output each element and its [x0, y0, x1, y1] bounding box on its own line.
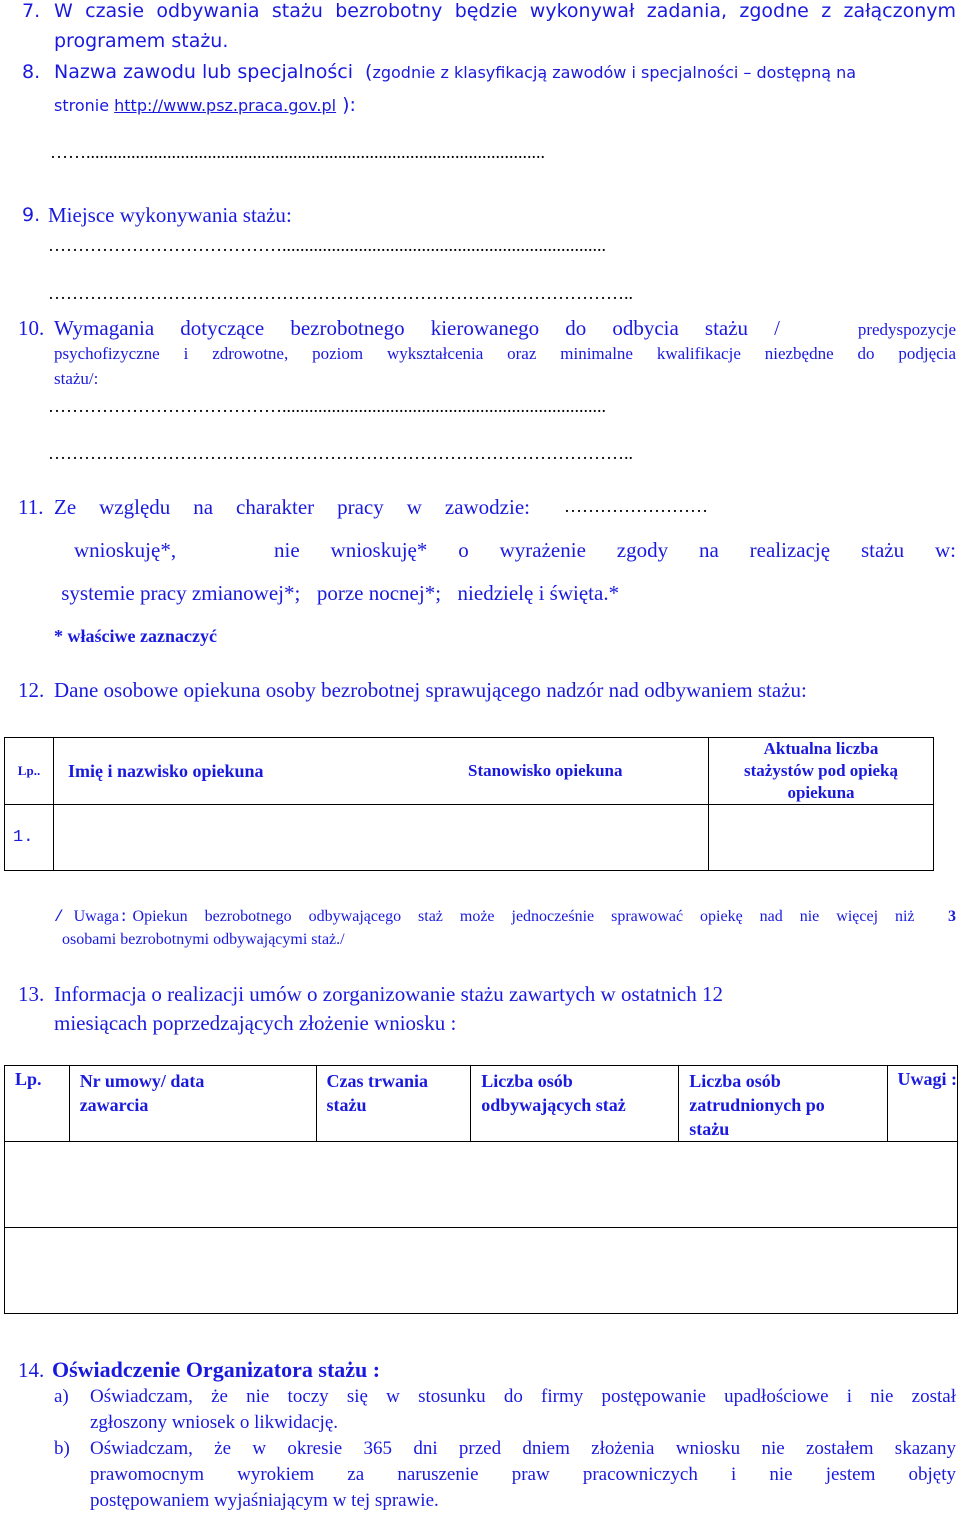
header-liczba-zatrudnionych: Liczba osób zatrudnionych po stażu: [679, 1066, 887, 1142]
item11-number: 11.: [18, 495, 44, 519]
item12-note-line2: osobami bezrobotnymi odbywającymi staż./: [62, 931, 345, 948]
item8-note: zgodnie z klasyfikacją zawodów i specjalności – dostępną na: [372, 63, 857, 82]
option-wnioskuje-label: wnioskuję*,: [74, 538, 177, 562]
option-niedziele-swieta-label: niedzielę i święta.*: [457, 581, 620, 605]
agreements-row: [5, 1142, 958, 1228]
item8-title: [54, 61, 856, 83]
item14-b-line1: Oświadczam, że w okresie 365 dni przed dniem złożenia wniosku nie zostałem skazany: [90, 1438, 956, 1459]
note-text: Opiekun bezrobotnego odbywającego staż może jednocześnie sprawować opiekę nad nie więcej niż: [132, 908, 915, 925]
caretaker-table-header: [5, 738, 934, 805]
item12-title: Dane osobowe opiekuna osoby bezrobotnej sprawującego nadzór nad odbywaniem stażu:: [54, 678, 807, 702]
caretaker-name-cell[interactable]: [54, 805, 709, 871]
item8-line2-prefix: stronie: [54, 96, 115, 115]
psz-link[interactable]: http://www.psz.praca.gov.pl: [114, 96, 337, 115]
item10-title: Wymagania dotyczące bezrobotnego kierowanego do odbycia stażu /: [54, 316, 780, 340]
header-imie-nazwisko: Imię i nazwisko opiekuna: [54, 738, 465, 805]
header-nr-umowy: Nr umowy/ data zawarcia: [69, 1066, 316, 1142]
option-nie-wnioskuje-label: nie wnioskuję* o wyrażenie zgody na realizację stażu w:: [274, 538, 956, 562]
note-number: 3: [948, 908, 956, 925]
item10-answer-dots-2[interactable]: ……………………………………………………………………………………..: [48, 443, 633, 463]
item14-a-line2: zgłoszony wniosek o likwidację.: [90, 1412, 339, 1433]
item8-title-text: Nazwa zawodu lub specjalności: [54, 61, 353, 83]
item10-answer-dots-1[interactable]: …………………………………........................................................................: [48, 396, 606, 416]
item8-paren: (: [365, 61, 373, 83]
caretaker-table: [4, 737, 934, 871]
item7-number: 7.: [22, 0, 41, 22]
item10-note2: psychofizyczne i zdrowotne, poziom wykształcenia oraz minimalne kwalifikacje niezbędne do podjęcia: [54, 344, 956, 363]
item11-dots[interactable]: ……………………: [564, 496, 708, 516]
item11-options-row1: [54, 538, 956, 563]
caretaker-count-cell[interactable]: [709, 805, 934, 871]
agreements-table-header: [5, 1066, 958, 1142]
item14-title: Oświadczenie Organizatora stażu :: [52, 1357, 381, 1382]
item9-number: 9.: [22, 204, 41, 226]
item11-title-text: Ze względu na charakter pracy w zawodzie:: [54, 495, 530, 519]
item9-colon: :: [285, 203, 292, 227]
header-liczba-stazystow: Aktualna liczba stażystów pod opieką opiekuna: [709, 738, 934, 805]
item10-note3: stażu/:: [54, 369, 99, 388]
agreements-row: [5, 1228, 958, 1314]
agreements-row-cell[interactable]: [5, 1142, 958, 1228]
note-slash: /: [54, 908, 64, 926]
item12-note: [54, 908, 956, 926]
item14-b-line3: postępowaniem wyjaśniającym w tej sprawie.: [90, 1490, 439, 1511]
note-colon: :: [118, 908, 129, 926]
item9-answer-dots-2[interactable]: ……………………………………………………………………………………..: [48, 283, 633, 303]
item7-line2: programem stażu.: [54, 30, 229, 52]
header-czas-trwania: Czas trwania stażu: [316, 1066, 471, 1142]
note-label: Uwaga: [73, 908, 119, 925]
item14-b-label: b): [54, 1438, 70, 1459]
item10-number: 10.: [18, 316, 45, 340]
item11-footnote: * właściwe zaznaczyć: [54, 626, 217, 646]
header-lp: Lp..: [5, 738, 54, 805]
caretaker-row-lp: 1.: [5, 805, 54, 871]
item8-answer-dots[interactable]: ……......................................................................................................: [50, 142, 545, 162]
item11-title: [54, 495, 544, 520]
option-pora-nocna-label: porze nocnej*;: [316, 581, 442, 605]
header-lp: Lp.: [5, 1066, 70, 1142]
header-uwagi: Uwagi :: [887, 1066, 958, 1142]
agreements-row-cell[interactable]: [5, 1228, 958, 1314]
item12-number: 12.: [18, 678, 45, 702]
item14-number: 14.: [18, 1358, 45, 1382]
header-stanowisko: Stanowisko opiekuna: [464, 738, 709, 805]
item14-a-line1: Oświadczam, że nie toczy się w stosunku do firmy postępowanie upadłościowe i nie został: [90, 1386, 956, 1407]
header-liczba-odbywajacych: Liczba osób odbywających staż: [471, 1066, 679, 1142]
item13-number: 13.: [18, 982, 45, 1006]
item14-a-label: a): [54, 1386, 69, 1407]
item14-b-line2: prawomocnym wyrokiem za naruszenie praw pracowniczych i nie jestem objęty: [90, 1464, 956, 1485]
item7-line1: W czasie odbywania stażu bezrobotny będzie wykonywał zadania, zgodne z załączonym: [54, 0, 956, 22]
caretaker-row: [5, 805, 934, 871]
item8-line2: [54, 94, 356, 116]
item9-answer-dots-1[interactable]: …………………………………........................................................................: [48, 235, 606, 255]
item9-title-text: Miejsce wykonywania stażu: [48, 203, 286, 227]
item8-line2-suffix: ):: [336, 94, 356, 116]
item9-title: [48, 203, 292, 228]
item10-title-line: [54, 316, 956, 341]
item8-number: 8.: [22, 61, 41, 83]
option-system-zmianowy-label: systemie pracy zmianowej*;: [61, 581, 301, 605]
agreements-table: [4, 1065, 958, 1314]
item11-options-row2: [54, 581, 619, 606]
item10-note1: predyspozycje: [857, 320, 956, 339]
item13-line1: Informacja o realizacji umów o zorganizowanie stażu zawartych w ostatnich 12: [54, 982, 724, 1006]
item13-line2: miesiącach poprzedzających złożenie wniosku :: [54, 1011, 457, 1035]
